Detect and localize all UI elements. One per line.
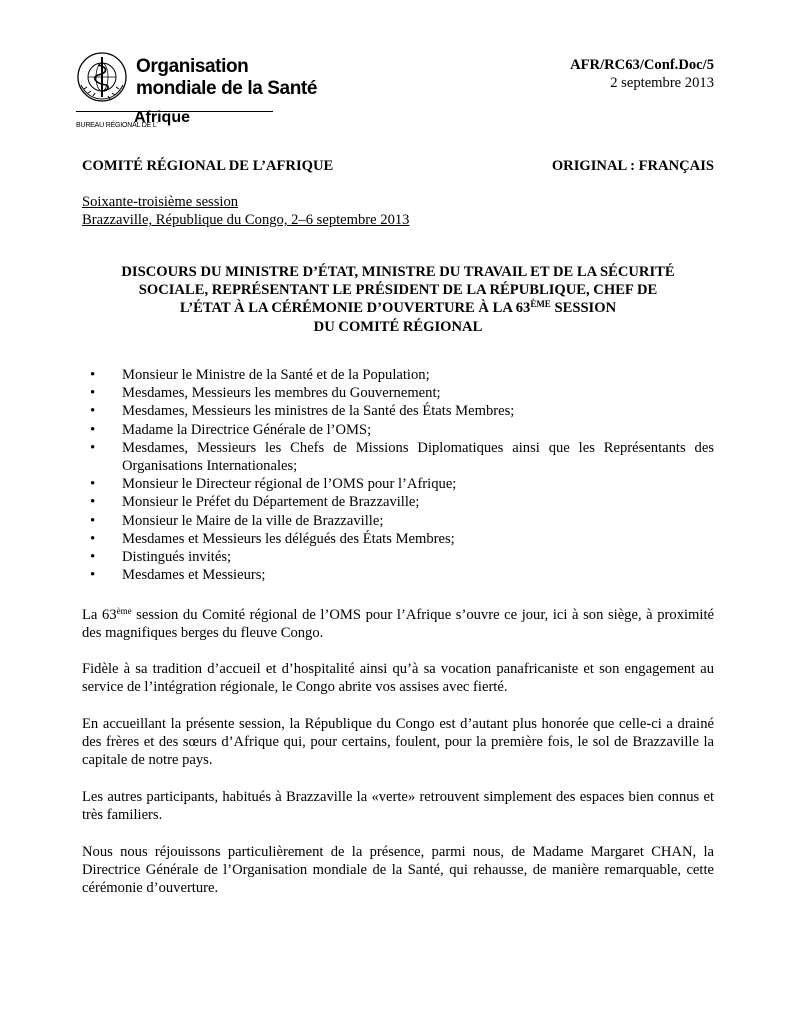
body-paragraph: En accueillant la présente session, la République du Congo est d’autant plus honorée que celle-ci a drainé des frères et des sœurs d’Afrique qui, pour certains, foulent, pour la première fois, le sol de Brazzaville la capitale de notre pays. [82,716,714,769]
list-item: • Mesdames et Messieurs; [82,566,714,584]
body-paragraph: Nous nous réjouissons particulièrement de la présence, parmi nous, de Madame Margaret CHAN, la Directrice Générale de l’Organisation mondiale de la Santé, qui rehausse, de manière remarquable, cette cérémonie d’ouverture. [82,844,714,897]
list-item: • Monsieur le Directeur régional de l’OMS pour l’Afrique; [82,475,714,493]
logo-region-text: Afrique [134,109,190,126]
title-line: SOCIALE, REPRÉSENTANT LE PRÉSIDENT DE LA RÉPUBLIQUE, CHEF DE [138,282,658,299]
speech-title [82,263,714,336]
title-superscript: ÈME [530,299,551,310]
logo-bureau-text: BUREAU RÉGIONAL DE L' [76,122,158,129]
session-name: Soixante-troisième session [82,194,239,210]
paragraph-superscript: ème [116,606,132,616]
list-item: • Monsieur le Préfet du Département de Brazzaville; [82,493,714,511]
title-text: SESSION [550,300,617,317]
committee-heading: COMITÉ RÉGIONAL DE L’AFRIQUE [82,158,334,174]
body-paragraph [82,606,714,642]
list-item: • Mesdames et Messieurs les délégués des États Membres; [82,530,714,548]
document-code: AFR/RC63/Conf.Doc/5 [570,57,714,73]
paragraph-text: La 63 [82,607,117,623]
list-item: • Mesdames, Messieurs les Chefs de Missions Diplomatiques ainsi que les Représentants des Organisations Internationales; [82,439,714,475]
session-venue: Brazzaville, République du Congo, 2–6 septembre 2013 [82,212,410,229]
list-item: • Mesdames, Messieurs les ministres de la Santé des États Membres; [82,402,714,420]
title-line: DU COMITÉ RÉGIONAL [313,318,483,335]
original-language: ORIGINAL : FRANÇAIS [551,158,714,174]
title-line [82,299,714,317]
who-afro-logo [76,51,317,133]
document-reference [570,56,714,92]
list-item: • Mesdames, Messieurs les membres du Gouvernement; [82,384,714,402]
list-item: • Monsieur le Maire de la ville de Brazzaville; [82,512,714,530]
logo-name-line2: mondiale de la Santé [136,78,317,99]
session-info [82,193,409,229]
body-paragraph: Fidèle à sa tradition d’accueil et d’hospitalité ainsi qu’à sa vocation panafricaniste et son engagement au service de l’intégration régionale, le Congo abrite vos assises avec fierté. [82,661,714,696]
list-item: • Monsieur le Ministre de la Santé et de la Population; [82,366,714,384]
salutation-list [82,366,714,584]
paragraph-text: session du Comité régional de l’OMS pour l’Afrique s’ouvre ce jour, ici à son siège, à proximité des magnifiques berges du fleuve Congo. [82,607,714,642]
logo-name-line1: Organisation [136,56,249,77]
body-paragraph: Les autres participants, habitués à Brazzaville la «verte» retrouvent simplement des espaces bien connus et très familiers. [82,789,714,824]
who-emblem-icon [76,51,128,103]
list-item: • Madame la Directrice Générale de l’OMS; [82,421,714,439]
list-item: • Distingués invités; [82,548,714,566]
title-line: DISCOURS DU MINISTRE D’ÉTAT, MINISTRE DU TRAVAIL ET DE LA SÉCURITÉ [121,264,675,280]
title-text: L’ÉTAT À LA CÉRÉMONIE D’OUVERTURE À LA 63 [179,300,531,317]
document-date: 2 septembre 2013 [610,75,714,92]
